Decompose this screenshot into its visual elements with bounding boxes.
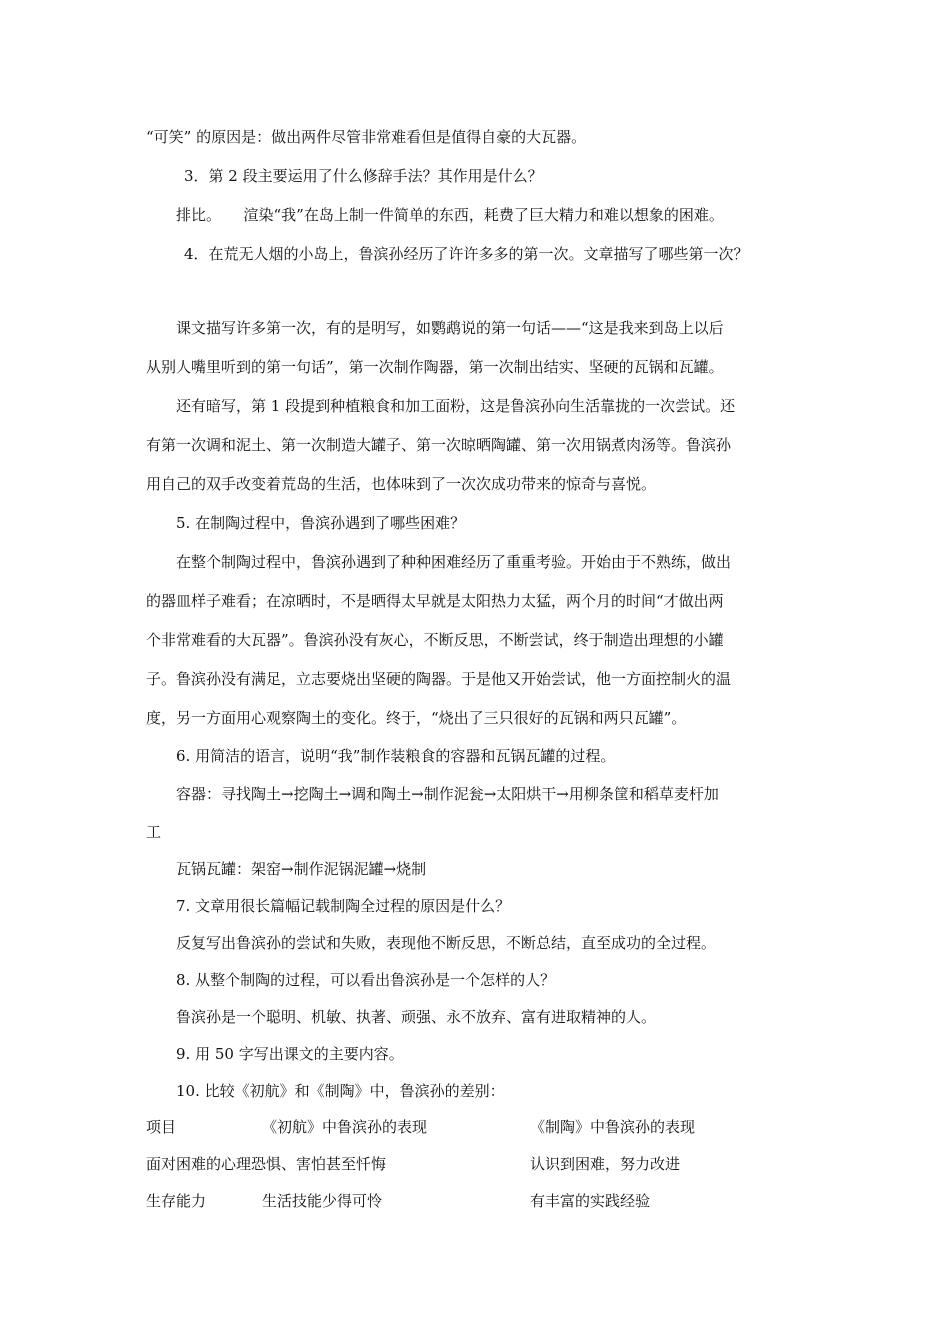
question-10: 10. 比较《初航》和《制陶》中，鲁滨孙的差别： (176, 1082, 505, 1100)
answer-5-line-2: 的器皿样子难看；在凉晒时，不是晒得太早就是太阳热力太猛，两个月的时间“才做出两 (146, 592, 724, 610)
answer-4-line-5: 用自己的双手改变着荒岛的生活，也体味到了一次次成功带来的惊奇与喜悦。 (146, 475, 657, 493)
table-header-item: 项目 (146, 1118, 177, 1136)
table-row-2-voyage: 生活技能少得可怜 (262, 1192, 383, 1210)
question-7: 7. 文章用很长篇幅记载制陶全过程的原因是什么？ (176, 897, 511, 915)
table-header-voyage: 《初航》中鲁滨孙的表现 (262, 1118, 428, 1136)
answer-5-line-3: 个非常难看的大瓦器”。鲁滨孙没有灰心，不断反思，不断尝试，终于制造出理想的小罐 (146, 631, 724, 649)
question-6: 6. 用简洁的语言，说明“我”制作装粮食的容器和瓦锅瓦罐的过程。 (176, 747, 616, 765)
answer-6-pottery: 瓦锅瓦罐：架窑→制作泥锅泥罐→烧制 (176, 860, 427, 878)
answer-6-container-line-2: 工 (146, 823, 162, 841)
answer-7: 反复写出鲁滨孙的尝试和失败，表现他不断反思，不断总结，直至成功的全过程。 (176, 934, 717, 952)
table-row-1-pottery: 认识到困难，努力改进 (530, 1155, 681, 1173)
answer-3: 排比。 渲染“我”在岛上制一件简单的东西，耗费了巨大精力和难以想象的困难。 (176, 206, 724, 224)
question-3: 3．第 2 段主要运用了什么修辞手法？其作用是什么？ (184, 167, 543, 185)
answer-4-line-2: 从别人嘴里听到的第一句话”，第一次制作陶器，第一次制出结实、坚硬的瓦锅和瓦罐。 (146, 358, 724, 376)
table-row-2-item: 生存能力 (146, 1192, 207, 1210)
answer-5-line-4: 子。鲁滨孙没有满足，立志要烧出坚硬的陶器。于是他又开始尝试，他一方面控制火的温 (146, 670, 732, 688)
question-8: 8. 从整个制陶的过程，可以看出鲁滨孙是一个怎样的人？ (176, 971, 556, 989)
answer-2-continuation: “可笑” 的原因是：做出两件尽管非常难看但是值得自豪的大瓦器。 (146, 128, 587, 146)
answer-4-line-1: 课文描写许多第一次，有的是明写，如鹦鹉说的第一句话——“这是我来到岛上以后 (176, 319, 724, 337)
answer-5-line-5: 度，另一方面用心观察陶土的变化。终于，“烧出了三只很好的瓦锅和两只瓦罐”。 (146, 709, 687, 727)
table-row-1-voyage: 面对困难的心理恐惧、害怕甚至忏悔 (146, 1155, 387, 1173)
question-4: 4．在荒无人烟的小岛上，鲁滨孙经历了许许多多的第一次。文章描写了哪些第一次？ (184, 245, 749, 263)
table-row-2-pottery: 有丰富的实践经验 (530, 1192, 651, 1210)
question-9: 9. 用 50 字写出课文的主要内容。 (176, 1045, 404, 1063)
answer-5-line-1: 在整个制陶过程中，鲁滨孙遇到了种种困难经历了重重考验。开始由于不熟练，做出 (176, 553, 732, 571)
answer-4-line-4: 有第一次调和泥土、第一次制造大罐子、第一次晾晒陶罐、第一次用锅煮肉汤等。鲁滨孙 (146, 436, 732, 454)
answer-4-line-3: 还有暗写，第 1 段提到种植粮食和加工面粉，这是鲁滨孙向生活靠拢的一次尝试。还 (176, 397, 736, 415)
answer-8: 鲁滨孙是一个聪明、机敏、执著、顽强、永不放弃、富有进取精神的人。 (176, 1008, 657, 1026)
question-5: 5. 在制陶过程中，鲁滨孙遇到了哪些困难？ (176, 514, 466, 532)
table-header-pottery: 《制陶》中鲁滨孙的表现 (530, 1118, 696, 1136)
answer-6-container-line-1: 容器：寻找陶土→挖陶土→调和陶土→制作泥瓮→太阳烘干→用柳条筐和稻草麦杆加 (176, 785, 719, 803)
